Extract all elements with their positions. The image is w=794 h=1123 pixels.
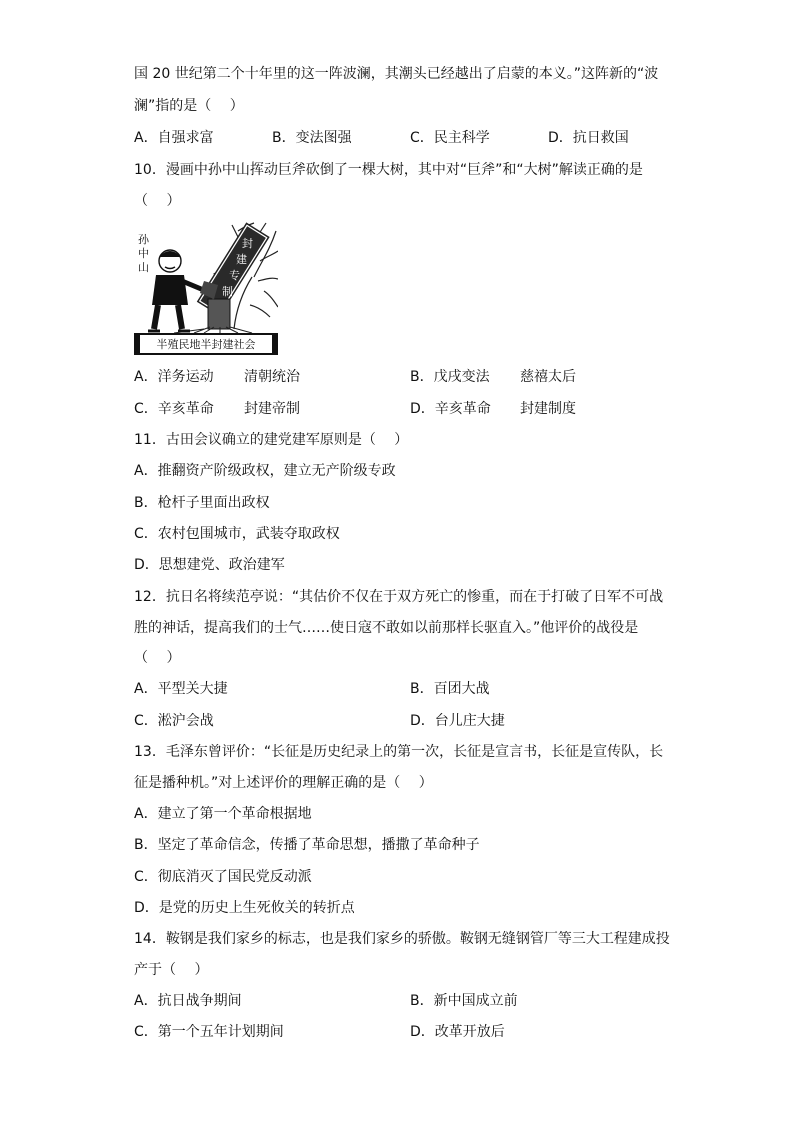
q13-option-c[interactable]: C．彻底消灭了国民党反动派 — [134, 869, 312, 885]
q14-option-c[interactable]: C．第一个五年计划期间 — [134, 1024, 284, 1040]
tree-label-char-1: 封 — [242, 237, 253, 250]
q10-option-d[interactable] — [410, 399, 576, 419]
q11-option-b[interactable]: B．枪杆子里面出政权 — [134, 495, 270, 511]
q10-option-a-second: 清朝统治 — [244, 369, 300, 385]
q12-stem-line-1: 12．抗日名将续范亭说：“其估价不仅在于双方死亡的惨重，而在于打破了日军不可战 — [134, 589, 664, 605]
cartoon-ground-label: 半殖民地半封建社会 — [156, 338, 256, 351]
q14-stem-line-2: 产于（ ） — [134, 962, 209, 978]
q9-option-d[interactable]: D．抗日救国 — [548, 130, 629, 146]
q10-option-b-first: B．戊戌变法 — [410, 369, 490, 385]
q9-stem-line-1: 国 20 世纪第二个十年里的这一阵波澜，其潮头已经越出了启蒙的本义。”这阵新的“波 — [134, 66, 659, 82]
q9-option-b[interactable]: B．变法图强 — [272, 130, 352, 146]
q10-cartoon-image — [134, 221, 278, 355]
q10-option-d-first: D．辛亥革命 — [410, 401, 491, 417]
q14-option-a[interactable]: A．抗日战争期间 — [134, 993, 242, 1009]
tree-label-char-2: 建 — [236, 253, 247, 266]
q10-stem-line-2: （ ） — [134, 193, 181, 209]
q14-option-b[interactable]: B．新中国成立前 — [410, 993, 518, 1009]
q10-option-a[interactable] — [134, 367, 300, 387]
q14-stem-line-1: 14．鞍钢是我们家乡的标志，也是我们家乡的骄傲。鞍钢无缝钢管厂等三大工程建成投 — [134, 931, 670, 947]
q10-option-c-first: C．辛亥革命 — [134, 401, 214, 417]
cartoon-person-label-3: 山 — [138, 261, 149, 274]
q10-option-c[interactable] — [134, 399, 300, 419]
q10-option-b-second: 慈禧太后 — [520, 369, 576, 385]
q13-stem-line-1: 13．毛泽东曾评价：“长征是历史纪录上的第一次，长征是宣言书，长征是宣传队，长 — [134, 744, 664, 760]
q10-option-b[interactable] — [410, 367, 576, 387]
q12-option-b[interactable]: B．百团大战 — [410, 681, 490, 697]
cartoon-person-label-2: 中 — [138, 247, 149, 260]
q12-option-d[interactable]: D．台儿庄大捷 — [410, 713, 505, 729]
cartoon-person-label-1: 孙 — [138, 233, 149, 246]
q9-option-c[interactable]: C．民主科学 — [410, 130, 490, 146]
q14-option-d[interactable]: D．改革开放后 — [410, 1024, 505, 1040]
q12-stem-line-3: （ ） — [134, 650, 181, 666]
q12-stem-line-2: 胜的神话，提高我们的士气……使日寇不敢如以前那样长驱直入。”他评价的战役是 — [134, 620, 639, 636]
q13-option-a[interactable]: A．建立了第一个革命根据地 — [134, 806, 312, 822]
q9-option-a[interactable]: A．自强求富 — [134, 130, 214, 146]
q10-option-c-second: 封建帝制 — [244, 401, 300, 417]
q10-option-d-second: 封建制度 — [520, 401, 576, 417]
tree-label-char-3: 专 — [229, 269, 240, 282]
q13-option-d[interactable]: D．是党的历史上生死攸关的转折点 — [134, 900, 355, 916]
q12-option-c[interactable]: C．淞沪会战 — [134, 713, 214, 729]
q9-stem-line-2: 澜”指的是（ ） — [134, 98, 244, 114]
tree-label-char-4: 制 — [222, 285, 233, 298]
q11-option-d[interactable]: D．思想建党、政治建军 — [134, 557, 285, 573]
q13-stem-line-2: 征是播种机。”对上述评价的理解正确的是（ ） — [134, 775, 433, 791]
q11-option-a[interactable]: A．推翻资产阶级政权，建立无产阶级专政 — [134, 463, 396, 479]
q12-option-a[interactable]: A．平型关大捷 — [134, 681, 228, 697]
q10-option-a-first: A．洋务运动 — [134, 369, 214, 385]
q10-stem-line-1: 10．漫画中孙中山挥动巨斧砍倒了一棵大树，其中对“巨斧”和“大树”解读正确的是 — [134, 162, 643, 178]
q11-option-c[interactable]: C．农村包围城市，武装夺取政权 — [134, 526, 340, 542]
q13-option-b[interactable]: B．坚定了革命信念，传播了革命思想，播撒了革命种子 — [134, 837, 480, 853]
q11-stem: 11．古田会议确立的建党建军原则是（ ） — [134, 432, 409, 448]
